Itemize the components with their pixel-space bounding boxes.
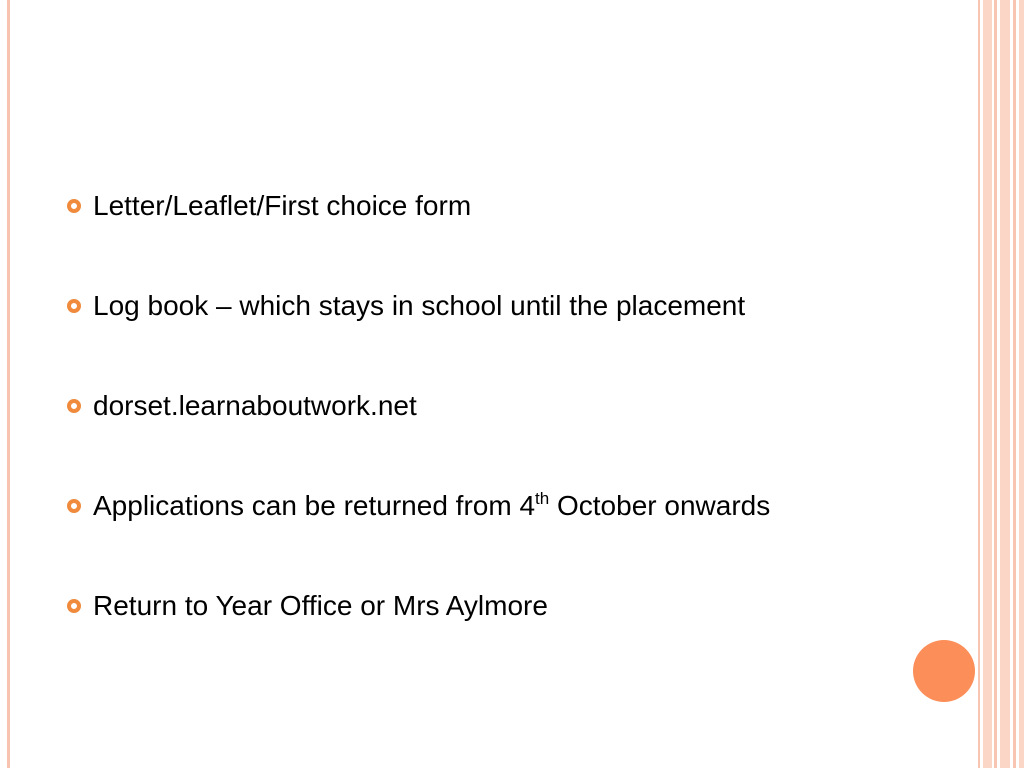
- bullet-item: [64, 586, 804, 626]
- bullet-text: [93, 490, 770, 521]
- ring-bullet-icon: [67, 299, 81, 313]
- orange-circle-icon: [913, 640, 975, 702]
- bullet-item: [64, 486, 804, 526]
- border-stripe: [1000, 0, 1010, 768]
- right-border-stripes: [978, 0, 1024, 768]
- bullet-item: [64, 286, 804, 326]
- bullet-item: [64, 386, 804, 426]
- bullet-text-part: Applications can be returned from 4: [93, 490, 536, 521]
- border-stripe: [983, 0, 992, 768]
- left-border-line: [7, 0, 10, 768]
- ring-bullet-icon: [67, 499, 81, 513]
- ring-bullet-icon: [67, 599, 81, 613]
- bullet-list: [64, 186, 804, 626]
- bullet-text: Return to Year Office or Mrs Aylmore: [93, 590, 548, 621]
- superscript-text: th: [535, 489, 550, 508]
- border-stripe: [978, 0, 980, 768]
- bullet-text: Log book – which stays in school until the placement: [93, 290, 746, 321]
- bullet-item: [64, 186, 804, 226]
- ring-bullet-icon: [67, 199, 81, 213]
- ring-bullet-icon: [67, 399, 81, 413]
- border-stripe: [1013, 0, 1016, 768]
- border-stripe: [1019, 0, 1024, 768]
- border-stripe: [994, 0, 997, 768]
- bullet-text: dorset.learnaboutwork.net: [93, 390, 417, 421]
- bullet-text-part: October onwards: [549, 490, 771, 521]
- bullet-text: Letter/Leaflet/First choice form: [93, 190, 472, 221]
